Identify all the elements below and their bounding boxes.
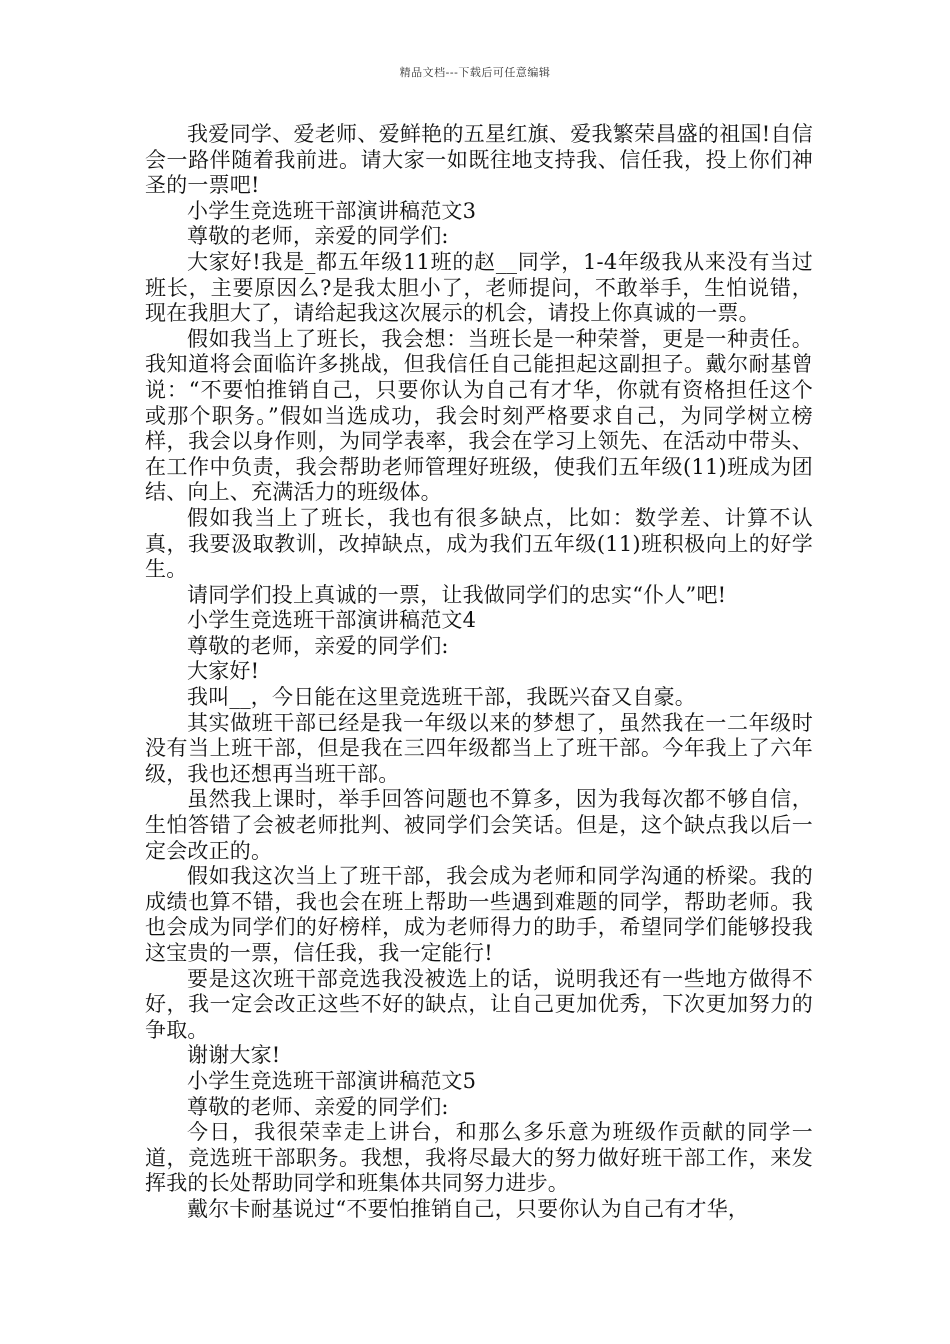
salutation: 尊敬的老师、亲爱的同学们: xyxy=(187,1094,449,1119)
paragraph: 请同学们投上真诚的一票，让我做同学们的忠实“仆人”吧! xyxy=(187,582,727,607)
paragraph: 假如我当上了班长，我也有很多缺点，比如：数学差、计算不认真，我要汲取教训，改掉缺点，成为我们五年级(11)班积极向上的好学生。 xyxy=(145,505,813,582)
section-title-4: 小学生竞选班干部演讲稿范文4 xyxy=(187,608,477,633)
paragraph: 要是这次班干部竞选我没被选上的话，说明我还有一些地方做得不好，我一定会改正这些不好的缺点，让自己更加优秀，下次更加努力的争取。 xyxy=(145,966,813,1042)
page-header: 精品文档---下载后可任意编辑 xyxy=(399,66,551,79)
paragraph: 今日，我很荣幸走上讲台，和那么多乐意为班级作贡献的同学一道，竞选班干部职务。我想，我将尽最大的努力做好班干部工作，来发挥我的长处帮助同学和班集体共同努力进步。 xyxy=(145,1120,813,1196)
paragraph: 假如我当上了班长，我会想：当班长是一种荣誉，更是一种责任。我知道将会面临许多挑战，但我信任自己能担起这副担子。戴尔耐基曾说：“不要怕推销自己，只要你认为自己有才华，你就有资格担任这个或那个职务。”假如当选成功，我会时刻严格要求自己，为同学树立榜样，我会以身作则，为同学表率，我会在学习上领先、在活动中带头、在工作中负责，我会帮助老师管理好班级，使我们五年级(11)班成为团结、向上、充满活力的班级体。 xyxy=(145,326,813,505)
section-title-3: 小学生竞选班干部演讲稿范文3 xyxy=(187,198,477,223)
document-body xyxy=(145,122,813,1223)
thanks: 谢谢大家! xyxy=(187,1043,281,1068)
salutation: 尊敬的老师，亲爱的同学们: xyxy=(187,224,449,249)
section-title-5: 小学生竞选班干部演讲稿范文5 xyxy=(187,1068,477,1093)
salutation: 尊敬的老师，亲爱的同学们: xyxy=(187,633,449,658)
paragraph: 大家好!我是_都五年级11班的赵__同学，1-4年级我从来没有当过班长，主要原因么?是我太胆小了，老师提问，不敢举手，生怕说错，现在我胆大了，请给起我这次展示的机会，请投上你真诚的一票。 xyxy=(145,249,813,326)
paragraph: 假如我这次当上了班干部，我会成为老师和同学沟通的桥梁。我的成绩也算不错，我也会在班上帮助一些遇到难题的同学，帮助老师。我也会成为同学们的好榜样，成为老师得力的助手，希望同学们能够投我这宝贵的一票，信任我，我一定能行! xyxy=(145,864,813,965)
paragraph: 虽然我上课时，举手回答问题也不算多，因为我每次都不够自信，生怕答错了会被老师批判、被同学们会笑话。但是，这个缺点我以后一定会改正的。 xyxy=(145,787,813,863)
paragraph: 我叫__，今日能在这里竞选班干部，我既兴奋又自豪。 xyxy=(187,685,696,710)
paragraph: 戴尔卡耐基说过“不要怕推销自己，只要你认为自己有才华， xyxy=(187,1196,750,1221)
paragraph-closing: 我爱同学、爱老师、爱鲜艳的五星红旗、爱我繁荣昌盛的祖国!自信会一路伴随着我前进。请大家一如既往地支持我、信任我，投上你们神圣的一票吧! xyxy=(145,122,813,198)
paragraph: 其实做班干部已经是我一年级以来的梦想了，虽然我在一二年级时没有当上班干部，但是我在三四年级都当上了班干部。今年我上了六年级，我也还想再当班干部。 xyxy=(145,710,813,786)
greeting: 大家好! xyxy=(187,659,260,684)
